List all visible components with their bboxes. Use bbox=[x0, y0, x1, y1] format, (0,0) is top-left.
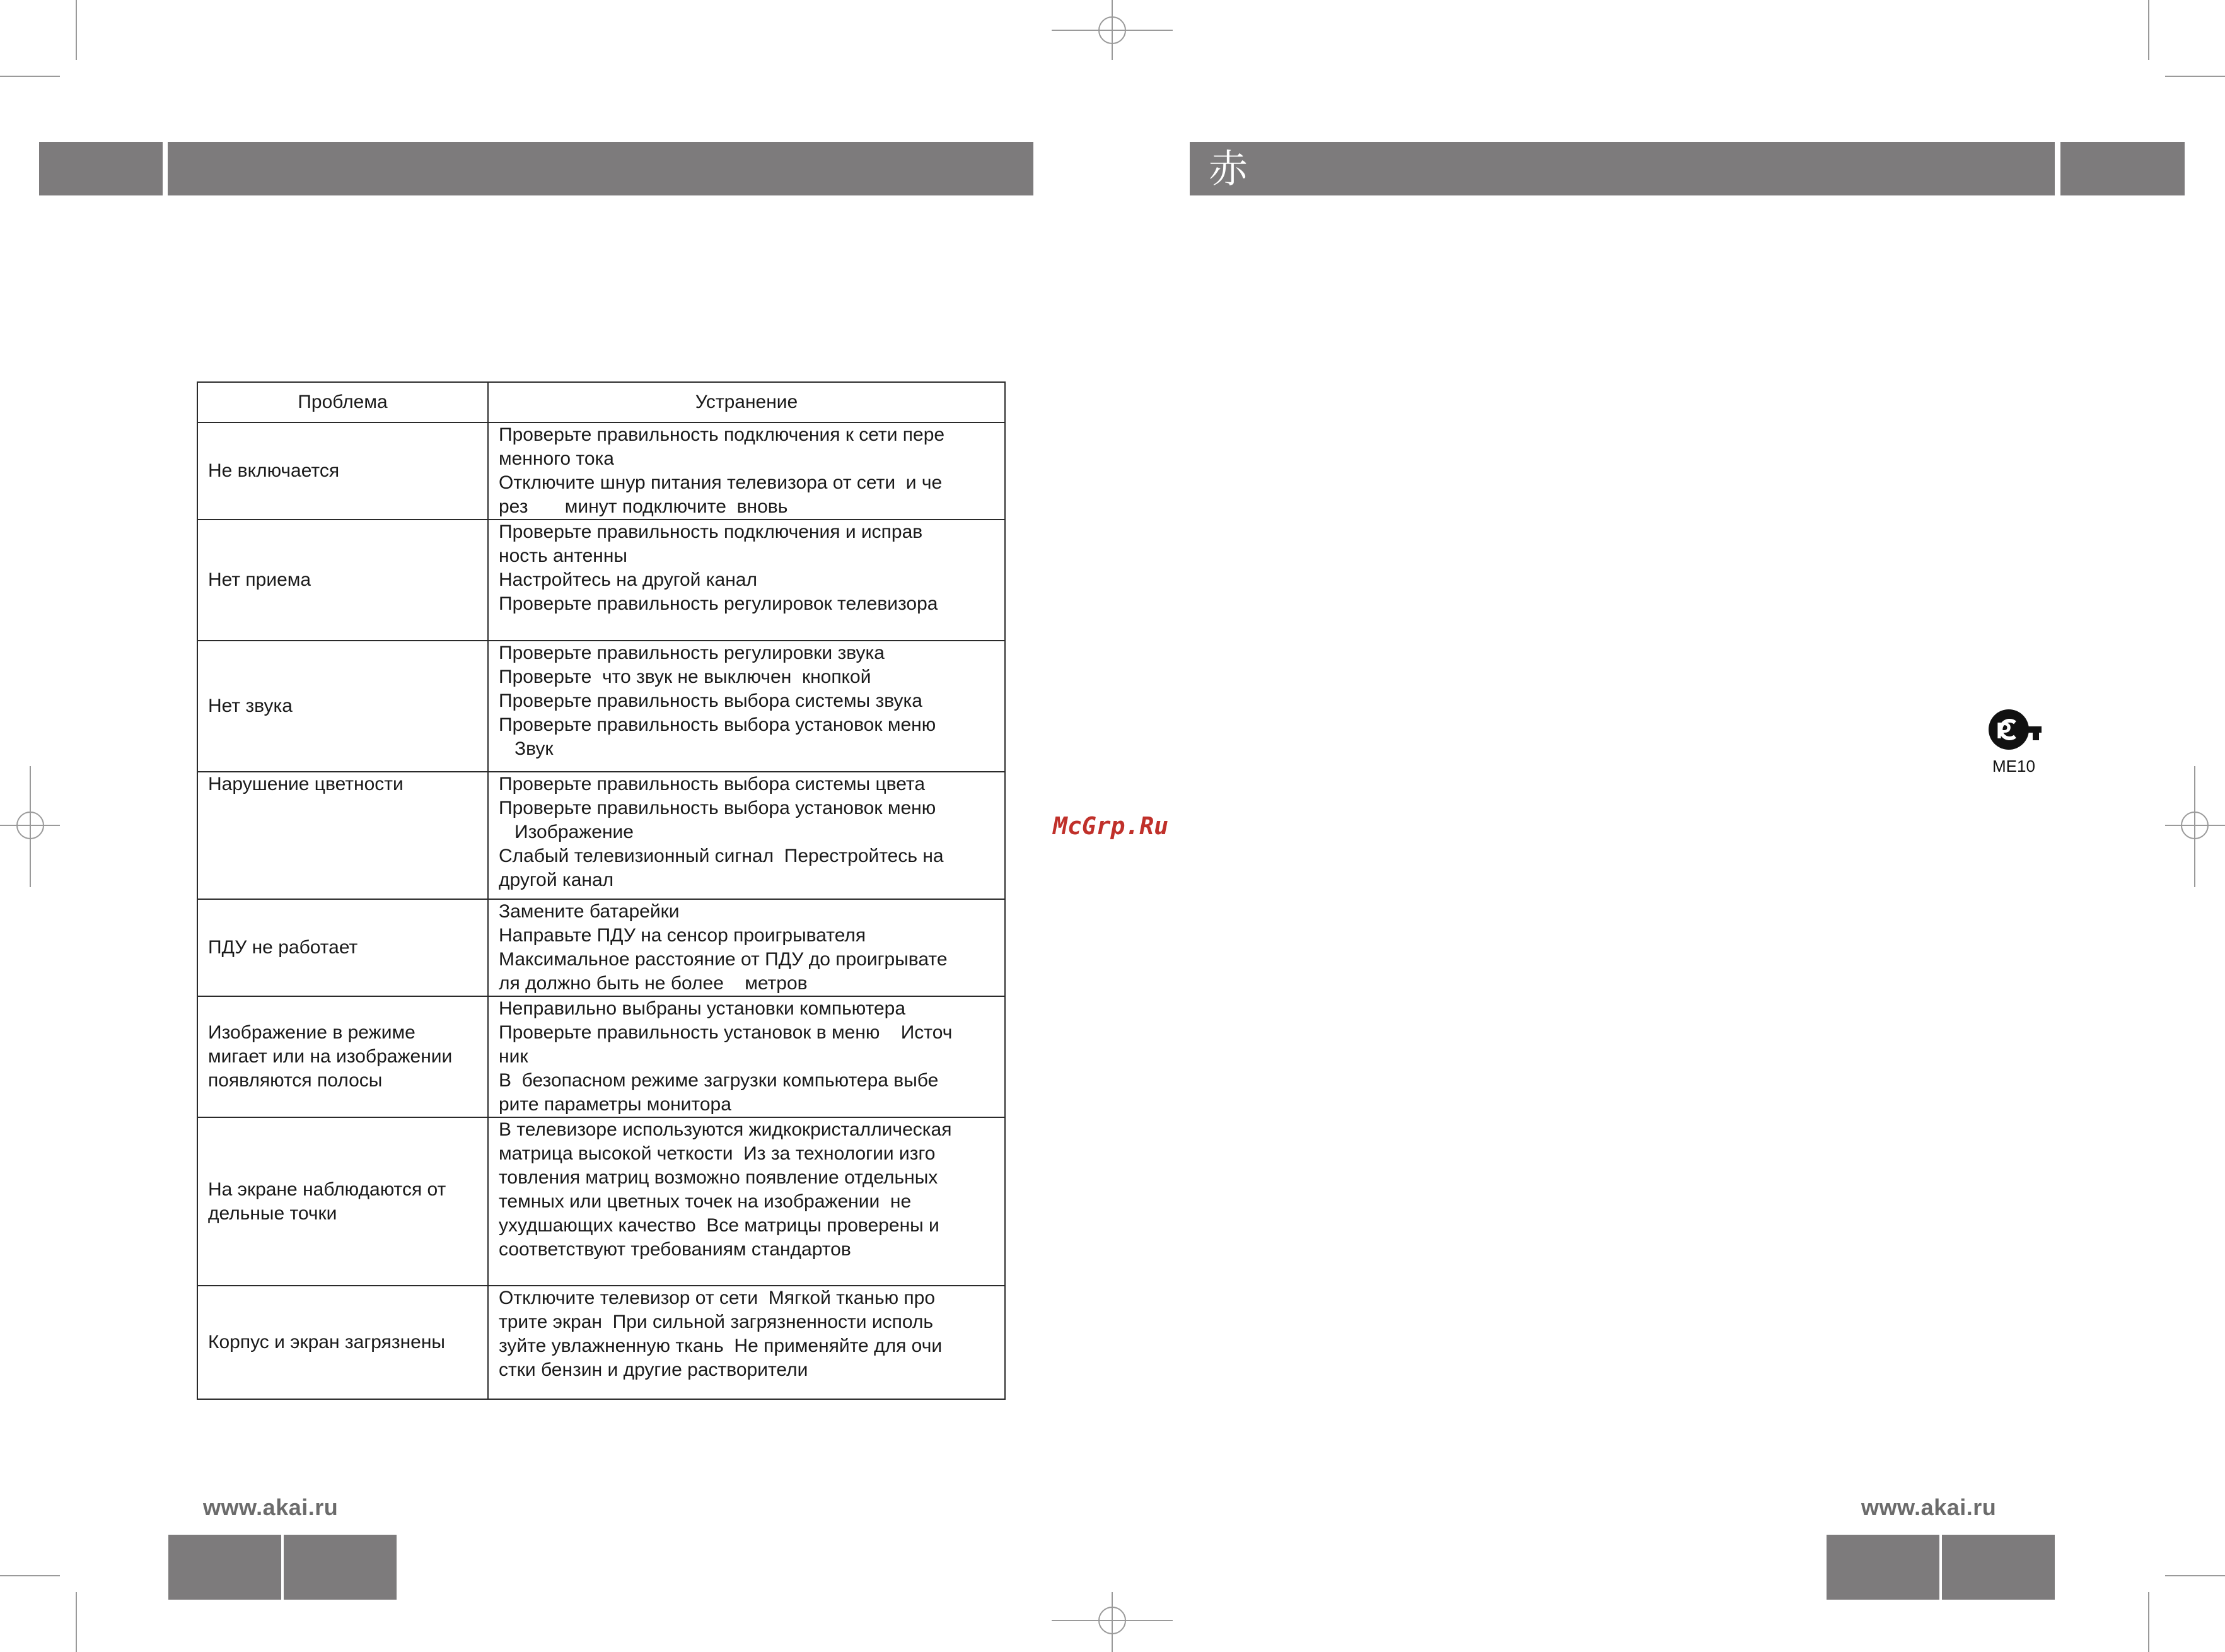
crop-mark bbox=[2148, 0, 2149, 60]
solution-line: зуйте увлажненную ткань Не применяйте для очи bbox=[499, 1335, 943, 1356]
certification-code: ME10 bbox=[1992, 757, 2035, 776]
watermark: McGrp.Ru bbox=[1053, 812, 1169, 840]
solution-line: Направьте ПДУ на сенсор проигрывателя bbox=[499, 925, 866, 946]
solution-line: ник bbox=[499, 1046, 528, 1067]
solution-line: стки бензин и другие растворители bbox=[499, 1359, 808, 1380]
crop-mark bbox=[2165, 1575, 2225, 1576]
troubleshooting-table bbox=[197, 381, 1006, 1400]
solution-line: Проверьте правильность выбора установок меню bbox=[499, 714, 936, 735]
crop-mark bbox=[2165, 76, 2225, 77]
table-row bbox=[197, 641, 1005, 772]
footer-website-left[interactable]: www.akai.ru bbox=[203, 1494, 339, 1520]
table-row bbox=[197, 1117, 1005, 1286]
problem-cell: Нарушение цветности bbox=[197, 772, 488, 899]
solution-line: Замените батарейки bbox=[499, 901, 680, 922]
rst-certification-mark bbox=[1985, 707, 2045, 777]
header-bar-left-block bbox=[39, 142, 163, 195]
solution-line: Проверьте правильность подключения к сети пере bbox=[499, 424, 945, 445]
solution-line: ухудшающих качество Все матрицы проверены и bbox=[499, 1215, 939, 1236]
table-row bbox=[197, 996, 1005, 1117]
solution-line: матрица высокой четкости Из за технологии изго bbox=[499, 1143, 936, 1164]
solution-line: товления матриц возможно появление отдельных bbox=[499, 1167, 938, 1188]
solution-line: рите параметры монитора bbox=[499, 1094, 731, 1115]
header-bar-left bbox=[168, 142, 1033, 195]
solution-line: Проверьте правильность подключения и исправ bbox=[499, 521, 923, 542]
problem-cell: Корпус и экран загрязнены bbox=[197, 1286, 488, 1399]
solution-line: Слабый телевизионный сигнал Перестройтесь на bbox=[499, 846, 944, 866]
svg-text:Р: Р bbox=[1996, 718, 2012, 743]
solution-line: менного тока bbox=[499, 448, 614, 469]
solution-cell bbox=[488, 520, 1005, 641]
solution-line: Проверьте правильность выбора системы цвета bbox=[499, 774, 926, 794]
problem-cell: Изображение в режиме мигает или на изображении появляются полосы bbox=[197, 996, 488, 1117]
footer-website-right[interactable]: www.akai.ru bbox=[1861, 1494, 1997, 1520]
solution-line: Настройтесь на другой канал bbox=[499, 569, 757, 590]
header-glyph: 赤 bbox=[1209, 146, 1248, 192]
problem-cell: Нет звука bbox=[197, 641, 488, 772]
solution-line: Проверьте правильность регулировки звука bbox=[499, 643, 885, 663]
footer-block-left-1 bbox=[168, 1535, 281, 1600]
crop-mark bbox=[2148, 1592, 2149, 1652]
header-bar-right-block bbox=[2060, 142, 2185, 195]
column-header-solution: Устранение bbox=[488, 382, 1005, 422]
solution-line: Проверьте правильность установок в меню Источ bbox=[499, 1022, 953, 1043]
solution-line: В телевизоре используются жидкокристаллическая bbox=[499, 1119, 952, 1140]
table-header-row bbox=[197, 382, 1005, 422]
problem-cell: ПДУ не работает bbox=[197, 899, 488, 996]
crop-mark bbox=[0, 1575, 60, 1576]
solution-line: Проверьте правильность выбора установок меню bbox=[499, 798, 936, 818]
solution-line: рез минут подключите вновь bbox=[499, 496, 788, 517]
solution-line: Отключите телевизор от сети Мягкой тканью про bbox=[499, 1288, 936, 1308]
solution-line: Проверьте правильность выбора системы звука bbox=[499, 690, 922, 711]
solution-line: В безопасном режиме загрузки компьютера выбе bbox=[499, 1070, 939, 1091]
solution-line: Проверьте правильность регулировок телевизора bbox=[499, 593, 938, 614]
problem-cell: На экране наблюдаются от дельные точки bbox=[197, 1117, 488, 1286]
solution-line: Отключите шнур питания телевизора от сети и че bbox=[499, 472, 943, 493]
solution-line: ность антенны bbox=[499, 545, 627, 566]
solution-line: Проверьте что звук не выключен кнопкой bbox=[499, 666, 871, 687]
solution-line: Неправильно выбраны установки компьютера bbox=[499, 998, 905, 1019]
solution-line: трите экран При сильной загрязненности исполь bbox=[499, 1312, 934, 1332]
crop-mark bbox=[76, 0, 77, 60]
solution-cell bbox=[488, 899, 1005, 996]
header-bar-right bbox=[1190, 142, 2055, 195]
solution-cell bbox=[488, 641, 1005, 772]
solution-line: соответствуют требованиям стандартов bbox=[499, 1239, 851, 1260]
solution-line: темных или цветных точек на изображении не bbox=[499, 1191, 912, 1212]
solution-cell bbox=[488, 422, 1005, 520]
table-row bbox=[197, 520, 1005, 641]
solution-cell bbox=[488, 772, 1005, 899]
crop-mark bbox=[0, 76, 60, 77]
problem-cell: Не включается bbox=[197, 422, 488, 520]
solution-line: ля должно быть не более метров bbox=[499, 973, 808, 994]
table-row bbox=[197, 899, 1005, 996]
solution-cell bbox=[488, 1117, 1005, 1286]
solution-cell bbox=[488, 996, 1005, 1117]
solution-cell bbox=[488, 1286, 1005, 1399]
table-row bbox=[197, 1286, 1005, 1399]
column-header-problem: Проблема bbox=[197, 382, 488, 422]
footer-block-right-1 bbox=[1827, 1535, 1939, 1600]
solution-line: другой канал bbox=[499, 870, 614, 890]
table-row bbox=[197, 772, 1005, 899]
problem-cell: Нет приема bbox=[197, 520, 488, 641]
solution-line: Звук bbox=[499, 738, 554, 759]
crop-mark bbox=[76, 1592, 77, 1652]
rst-logo-icon bbox=[1987, 707, 2044, 752]
footer-block-left-2 bbox=[284, 1535, 397, 1600]
footer-block-right-2 bbox=[1942, 1535, 2055, 1600]
solution-line: Максимальное расстояние от ПДУ до проигрывате bbox=[499, 949, 948, 970]
solution-line: Изображение bbox=[499, 822, 634, 842]
table-row bbox=[197, 422, 1005, 520]
